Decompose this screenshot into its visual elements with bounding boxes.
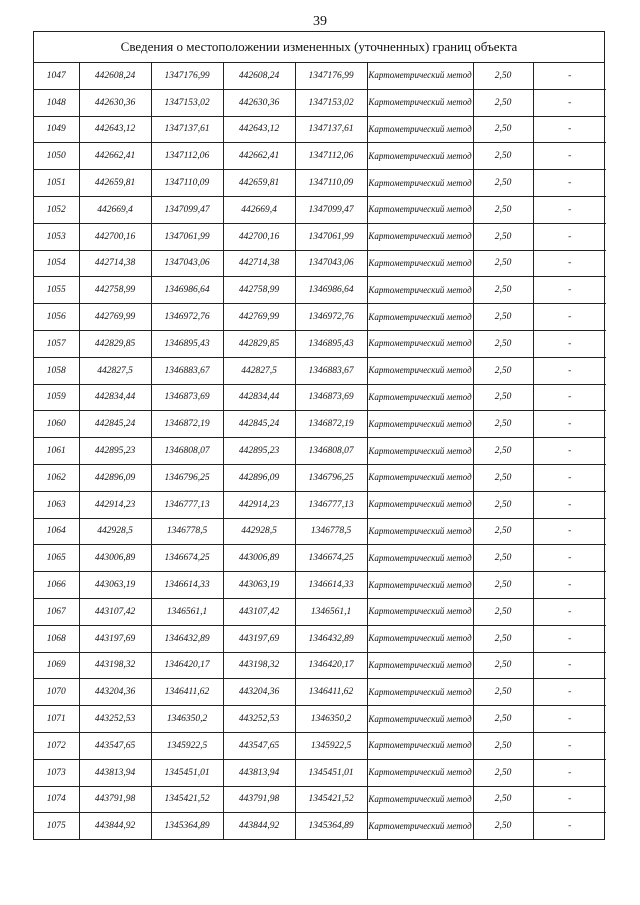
cell-y-new: 1345922,5 xyxy=(295,732,367,759)
cell-method: Картометрический метод xyxy=(367,706,473,733)
table-row xyxy=(34,572,606,599)
cell-note: - xyxy=(533,706,606,733)
cell-accuracy: 2,50 xyxy=(473,277,533,304)
cell-x-old: 442643,12 xyxy=(79,116,151,143)
cell-y-new: 1346808,07 xyxy=(295,438,367,465)
cell-y-old: 1345421,52 xyxy=(151,786,223,813)
cell-accuracy: 2,50 xyxy=(473,679,533,706)
table-row xyxy=(34,813,606,839)
cell-note: - xyxy=(533,196,606,223)
cell-accuracy: 2,50 xyxy=(473,572,533,599)
cell-x-old: 442845,24 xyxy=(79,411,151,438)
cell-y-new: 1346561,1 xyxy=(295,598,367,625)
cell-x-new: 443197,69 xyxy=(223,625,295,652)
cell-note: - xyxy=(533,143,606,170)
cell-x-old: 442769,99 xyxy=(79,304,151,331)
cell-y-old: 1347176,99 xyxy=(151,63,223,89)
cell-x-old: 443198,32 xyxy=(79,652,151,679)
cell-y-new: 1346873,69 xyxy=(295,384,367,411)
table-row xyxy=(34,732,606,759)
cell-note: - xyxy=(533,277,606,304)
cell-accuracy: 2,50 xyxy=(473,304,533,331)
cell-method: Картометрический метод xyxy=(367,357,473,384)
table-title: Сведения о местоположении измененных (уточненных) границ объекта xyxy=(34,32,604,63)
cell-x-new: 443006,89 xyxy=(223,545,295,572)
table-row xyxy=(34,491,606,518)
cell-note: - xyxy=(533,545,606,572)
table-row xyxy=(34,411,606,438)
cell-x-new: 442895,23 xyxy=(223,438,295,465)
cell-point-number: 1069 xyxy=(34,652,79,679)
cell-point-number: 1066 xyxy=(34,572,79,599)
cell-x-old: 442914,23 xyxy=(79,491,151,518)
cell-x-new: 443063,19 xyxy=(223,572,295,599)
cell-x-new: 442659,81 xyxy=(223,170,295,197)
cell-note: - xyxy=(533,357,606,384)
cell-x-old: 443791,98 xyxy=(79,786,151,813)
cell-x-old: 443197,69 xyxy=(79,625,151,652)
cell-method: Картометрический метод xyxy=(367,625,473,652)
table-row xyxy=(34,706,606,733)
table-row xyxy=(34,384,606,411)
cell-y-new: 1346778,5 xyxy=(295,518,367,545)
page-number: 39 xyxy=(313,14,327,29)
cell-point-number: 1060 xyxy=(34,411,79,438)
cell-method: Картометрический метод xyxy=(367,464,473,491)
cell-point-number: 1054 xyxy=(34,250,79,277)
cell-accuracy: 2,50 xyxy=(473,411,533,438)
cell-x-old: 442630,36 xyxy=(79,89,151,116)
cell-y-old: 1346883,67 xyxy=(151,357,223,384)
cell-y-new: 1346777,13 xyxy=(295,491,367,518)
cell-x-new: 443107,42 xyxy=(223,598,295,625)
cell-x-new: 442928,5 xyxy=(223,518,295,545)
cell-point-number: 1073 xyxy=(34,759,79,786)
cell-point-number: 1058 xyxy=(34,357,79,384)
cell-y-old: 1346674,25 xyxy=(151,545,223,572)
cell-y-new: 1347176,99 xyxy=(295,63,367,89)
cell-method: Картометрический метод xyxy=(367,732,473,759)
cell-x-new: 442827,5 xyxy=(223,357,295,384)
cell-accuracy: 2,50 xyxy=(473,438,533,465)
cell-x-old: 442758,99 xyxy=(79,277,151,304)
cell-x-old: 442669,4 xyxy=(79,196,151,223)
cell-method: Картометрический метод xyxy=(367,196,473,223)
cell-accuracy: 2,50 xyxy=(473,652,533,679)
cell-note: - xyxy=(533,438,606,465)
cell-y-new: 1346796,25 xyxy=(295,464,367,491)
cell-x-old: 443813,94 xyxy=(79,759,151,786)
cell-method: Картометрический метод xyxy=(367,411,473,438)
cell-y-old: 1346873,69 xyxy=(151,384,223,411)
cell-accuracy: 2,50 xyxy=(473,116,533,143)
cell-point-number: 1062 xyxy=(34,464,79,491)
table-row xyxy=(34,223,606,250)
cell-y-old: 1346895,43 xyxy=(151,330,223,357)
cell-x-old: 442659,81 xyxy=(79,170,151,197)
cell-y-old: 1347112,06 xyxy=(151,143,223,170)
cell-x-old: 442896,09 xyxy=(79,464,151,491)
cell-y-new: 1346883,67 xyxy=(295,357,367,384)
cell-accuracy: 2,50 xyxy=(473,759,533,786)
cell-x-new: 442896,09 xyxy=(223,464,295,491)
cell-accuracy: 2,50 xyxy=(473,357,533,384)
cell-x-new: 442662,41 xyxy=(223,143,295,170)
cell-accuracy: 2,50 xyxy=(473,706,533,733)
cell-method: Картометрический метод xyxy=(367,438,473,465)
cell-note: - xyxy=(533,732,606,759)
cell-method: Картометрический метод xyxy=(367,572,473,599)
cell-accuracy: 2,50 xyxy=(473,89,533,116)
cell-accuracy: 2,50 xyxy=(473,196,533,223)
table-row xyxy=(34,196,606,223)
cell-point-number: 1068 xyxy=(34,625,79,652)
cell-point-number: 1074 xyxy=(34,786,79,813)
cell-method: Картометрический метод xyxy=(367,330,473,357)
cell-point-number: 1071 xyxy=(34,706,79,733)
cell-point-number: 1067 xyxy=(34,598,79,625)
cell-method: Картометрический метод xyxy=(367,223,473,250)
cell-y-old: 1346432,89 xyxy=(151,625,223,652)
cell-y-old: 1345364,89 xyxy=(151,813,223,839)
cell-x-old: 442895,23 xyxy=(79,438,151,465)
table-row xyxy=(34,116,606,143)
table-row xyxy=(34,63,606,89)
cell-method: Картометрический метод xyxy=(367,518,473,545)
cell-y-new: 1347099,47 xyxy=(295,196,367,223)
cell-note: - xyxy=(533,63,606,89)
cell-y-old: 1347043,06 xyxy=(151,250,223,277)
cell-y-old: 1345451,01 xyxy=(151,759,223,786)
cell-x-old: 443252,53 xyxy=(79,706,151,733)
cell-y-new: 1347137,61 xyxy=(295,116,367,143)
table-row xyxy=(34,170,606,197)
cell-method: Картометрический метод xyxy=(367,491,473,518)
cell-method: Картометрический метод xyxy=(367,679,473,706)
cell-y-new: 1347110,09 xyxy=(295,170,367,197)
cell-x-new: 442845,24 xyxy=(223,411,295,438)
cell-y-new: 1347153,02 xyxy=(295,89,367,116)
cell-method: Картометрический метод xyxy=(367,277,473,304)
cell-accuracy: 2,50 xyxy=(473,813,533,839)
cell-note: - xyxy=(533,89,606,116)
cell-y-old: 1346411,62 xyxy=(151,679,223,706)
cell-y-old: 1347137,61 xyxy=(151,116,223,143)
cell-x-old: 443006,89 xyxy=(79,545,151,572)
cell-note: - xyxy=(533,411,606,438)
cell-method: Картометрический метод xyxy=(367,384,473,411)
cell-x-old: 442834,44 xyxy=(79,384,151,411)
cell-method: Картометрический метод xyxy=(367,598,473,625)
cell-note: - xyxy=(533,759,606,786)
cell-note: - xyxy=(533,786,606,813)
cell-y-new: 1346432,89 xyxy=(295,625,367,652)
cell-accuracy: 2,50 xyxy=(473,384,533,411)
cell-y-old: 1346561,1 xyxy=(151,598,223,625)
table-body xyxy=(34,63,606,839)
cell-x-new: 443198,32 xyxy=(223,652,295,679)
cell-method: Картометрический метод xyxy=(367,116,473,143)
cell-x-old: 443107,42 xyxy=(79,598,151,625)
table-row xyxy=(34,759,606,786)
cell-point-number: 1061 xyxy=(34,438,79,465)
cell-accuracy: 2,50 xyxy=(473,170,533,197)
table-row xyxy=(34,250,606,277)
cell-note: - xyxy=(533,518,606,545)
cell-method: Картометрический метод xyxy=(367,304,473,331)
cell-y-old: 1347099,47 xyxy=(151,196,223,223)
cell-x-new: 442769,99 xyxy=(223,304,295,331)
cell-y-new: 1346350,2 xyxy=(295,706,367,733)
table-row xyxy=(34,304,606,331)
cell-y-old: 1346350,2 xyxy=(151,706,223,733)
cell-note: - xyxy=(568,821,572,832)
cell-method: Картометрический метод xyxy=(367,652,473,679)
cell-y-old: 1346986,64 xyxy=(151,277,223,304)
cell-x-new: 443547,65 xyxy=(223,732,295,759)
cell-point-number: 1048 xyxy=(34,89,79,116)
cell-y-old: 1346872,19 xyxy=(151,411,223,438)
table-row xyxy=(34,598,606,625)
cell-accuracy: 2,50 xyxy=(473,545,533,572)
cell-method: Картометрический метод xyxy=(367,89,473,116)
cell-y-new: 1346986,64 xyxy=(295,277,367,304)
cell-x-old: 443844,92 xyxy=(79,813,151,839)
cell-y-old: 1346796,25 xyxy=(151,464,223,491)
cell-x-new: 442669,4 xyxy=(223,196,295,223)
table-row xyxy=(34,143,606,170)
cell-point-number: 1050 xyxy=(34,143,79,170)
cell-x-new: 443813,94 xyxy=(223,759,295,786)
cell-x-new: 442834,44 xyxy=(223,384,295,411)
cell-y-new: 1347061,99 xyxy=(295,223,367,250)
cell-note: - xyxy=(533,170,606,197)
cell-y-new: 1346872,19 xyxy=(295,411,367,438)
cell-point-number: 1052 xyxy=(34,196,79,223)
cell-y-new: 1346972,76 xyxy=(295,304,367,331)
cell-point-number: 1047 xyxy=(34,63,79,89)
cell-y-new: 1346614,33 xyxy=(295,572,367,599)
cell-y-new: 1345421,52 xyxy=(295,786,367,813)
table-row xyxy=(34,518,606,545)
cell-x-new: 442714,38 xyxy=(223,250,295,277)
cell-y-new: 1345451,01 xyxy=(295,759,367,786)
cell-x-old: 443063,19 xyxy=(79,572,151,599)
cell-accuracy: 2,50 xyxy=(473,223,533,250)
cell-note: - xyxy=(533,679,606,706)
cell-x-new: 443844,92 xyxy=(223,813,295,839)
cell-note: - xyxy=(533,598,606,625)
cell-method: Картометрический метод xyxy=(367,545,473,572)
cell-note: - xyxy=(533,491,606,518)
cell-x-old: 442827,5 xyxy=(79,357,151,384)
cell-accuracy: 2,50 xyxy=(473,63,533,89)
cell-note: - xyxy=(533,384,606,411)
cell-point-number: 1049 xyxy=(34,116,79,143)
cell-note: - xyxy=(533,116,606,143)
cell-y-old: 1346808,07 xyxy=(151,438,223,465)
cell-x-new: 442914,23 xyxy=(223,491,295,518)
cell-x-new: 442700,16 xyxy=(223,223,295,250)
cell-y-new: 1346420,17 xyxy=(295,652,367,679)
table-row xyxy=(34,438,606,465)
cell-note: - xyxy=(533,464,606,491)
cell-accuracy: 2,50 xyxy=(473,464,533,491)
cell-note: - xyxy=(533,572,606,599)
cell-note: - xyxy=(533,304,606,331)
cell-x-old: 443204,36 xyxy=(79,679,151,706)
cell-accuracy: 2,50 xyxy=(473,491,533,518)
cell-x-old: 442608,24 xyxy=(79,63,151,89)
cell-x-old: 442928,5 xyxy=(79,518,151,545)
cell-point-number: 1063 xyxy=(34,491,79,518)
cell-x-old: 443547,65 xyxy=(79,732,151,759)
cell-method: Картометрический метод xyxy=(367,63,473,89)
table-row xyxy=(34,652,606,679)
cell-point-number: 1057 xyxy=(34,330,79,357)
cell-note: - xyxy=(533,223,606,250)
cell-point-number: 1064 xyxy=(34,518,79,545)
table-row xyxy=(34,277,606,304)
cell-method: Картометрический метод xyxy=(367,143,473,170)
cell-point-number: 1055 xyxy=(34,277,79,304)
cell-x-old: 442829,85 xyxy=(79,330,151,357)
cell-x-new: 442608,24 xyxy=(223,63,295,89)
cell-y-old: 1346777,13 xyxy=(151,491,223,518)
boundary-table-sheet xyxy=(33,31,605,840)
cell-note: - xyxy=(533,625,606,652)
cell-method: Картометрический метод xyxy=(367,759,473,786)
cell-point-number: 1051 xyxy=(34,170,79,197)
cell-x-new: 443252,53 xyxy=(223,706,295,733)
cell-y-new: 1346674,25 xyxy=(295,545,367,572)
cell-point-number: 1056 xyxy=(34,304,79,331)
cell-accuracy: 2,50 xyxy=(473,250,533,277)
cell-method: Картометрический метод xyxy=(367,786,473,813)
cell-y-old: 1347110,09 xyxy=(151,170,223,197)
cell-x-new: 442829,85 xyxy=(223,330,295,357)
cell-y-new: 1347043,06 xyxy=(295,250,367,277)
cell-accuracy: 2,50 xyxy=(473,598,533,625)
table-row xyxy=(34,625,606,652)
cell-point-number: 1075 xyxy=(34,813,79,839)
cell-y-old: 1346614,33 xyxy=(151,572,223,599)
cell-point-number: 1072 xyxy=(34,732,79,759)
cell-x-new: 442643,12 xyxy=(223,116,295,143)
cell-method: Картометрический метод xyxy=(367,170,473,197)
cell-y-old: 1345922,5 xyxy=(151,732,223,759)
cell-x-old: 442700,16 xyxy=(79,223,151,250)
cell-x-old: 442714,38 xyxy=(79,250,151,277)
cell-y-old: 1346778,5 xyxy=(151,518,223,545)
cell-y-old: 1347061,99 xyxy=(151,223,223,250)
cell-accuracy: 2,50 xyxy=(473,143,533,170)
cell-point-number: 1065 xyxy=(34,545,79,572)
cell-method: Картометрический метод xyxy=(367,813,473,839)
cell-x-old: 442662,41 xyxy=(79,143,151,170)
cell-y-new: 1345364,89 xyxy=(295,813,367,839)
cell-x-new: 443791,98 xyxy=(223,786,295,813)
cell-x-new: 442630,36 xyxy=(223,89,295,116)
table-row xyxy=(34,89,606,116)
cell-point-number: 1070 xyxy=(34,679,79,706)
cell-y-new: 1347112,06 xyxy=(295,143,367,170)
table-row xyxy=(34,357,606,384)
cell-accuracy: 2,50 xyxy=(473,518,533,545)
table-row xyxy=(34,679,606,706)
cell-y-old: 1346420,17 xyxy=(151,652,223,679)
coordinates-table xyxy=(34,63,606,839)
cell-point-number: 1059 xyxy=(34,384,79,411)
table-row xyxy=(34,330,606,357)
cell-note: - xyxy=(533,652,606,679)
cell-accuracy: 2,50 xyxy=(473,625,533,652)
cell-y-old: 1347153,02 xyxy=(151,89,223,116)
cell-method: Картометрический метод xyxy=(367,250,473,277)
cell-x-new: 443204,36 xyxy=(223,679,295,706)
cell-x-new: 442758,99 xyxy=(223,277,295,304)
table-row xyxy=(34,545,606,572)
table-row xyxy=(34,786,606,813)
cell-accuracy: 2,50 xyxy=(473,330,533,357)
cell-note: - xyxy=(533,330,606,357)
table-row xyxy=(34,464,606,491)
cell-accuracy: 2,50 xyxy=(473,786,533,813)
cell-point-number: 1053 xyxy=(34,223,79,250)
cell-accuracy: 2,50 xyxy=(473,732,533,759)
cell-y-new: 1346411,62 xyxy=(295,679,367,706)
cell-y-old: 1346972,76 xyxy=(151,304,223,331)
cell-y-new: 1346895,43 xyxy=(295,330,367,357)
cell-note: - xyxy=(533,250,606,277)
